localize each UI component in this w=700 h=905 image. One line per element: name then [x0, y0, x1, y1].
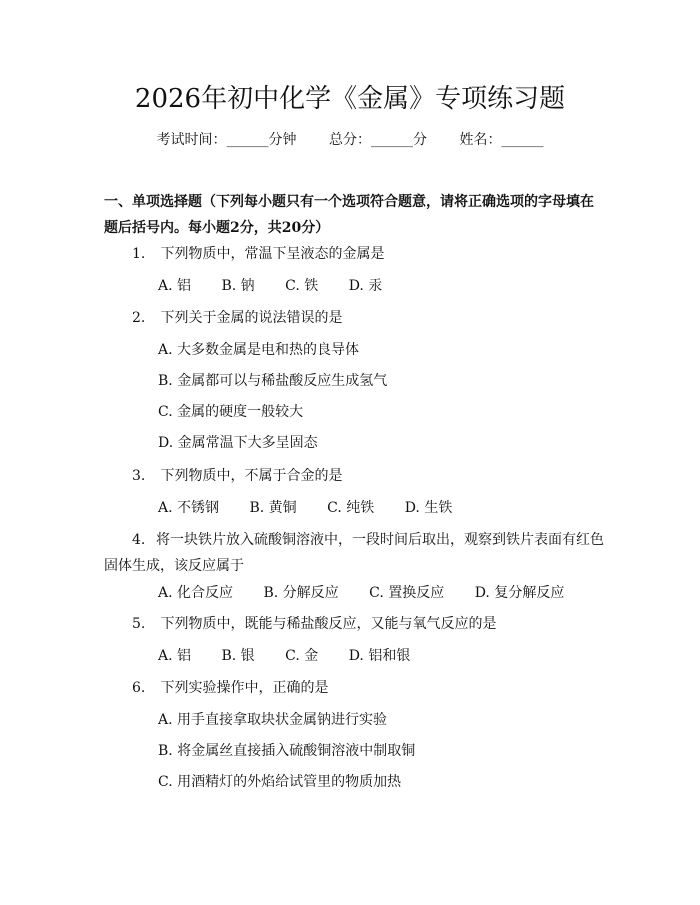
option-a: A. 铝: [158, 648, 192, 664]
question-2: [132, 305, 602, 331]
question-text: 将一块铁片放入硫酸铜溶液中，一段时间后取出，观察到铁片表面有红色固体生成，该反应属于: [104, 532, 604, 574]
option-d: D. 生铁: [404, 500, 453, 516]
option-d: D. 铝和银: [348, 648, 411, 664]
question-3-options: [158, 498, 478, 518]
option-a: A. 铝: [158, 278, 192, 294]
question-5: [132, 611, 602, 637]
question-number: 3.: [132, 468, 146, 484]
option-d: D. 金属常温下大多呈固态: [158, 435, 318, 451]
exam-info: [0, 130, 700, 150]
question-number: 2.: [132, 310, 146, 326]
question-number: 5.: [132, 616, 146, 632]
question-3: [132, 463, 602, 489]
question-6: [132, 675, 602, 701]
question-5-options: [158, 646, 436, 666]
option-b: B. 分解反应: [263, 585, 339, 601]
question-1: [132, 241, 602, 267]
option-c: C. 纯铁: [327, 500, 375, 516]
option-b: B. 黄铜: [249, 500, 297, 516]
option-a: A. 化合反应: [158, 585, 234, 601]
page-title: 2026年初中化学《金属》专项练习题: [134, 84, 566, 114]
question-text: 下列物质中，不属于合金的是: [160, 468, 343, 484]
option-a: A. 大多数金属是电和热的良导体: [158, 342, 360, 358]
question-4-options: [158, 583, 590, 603]
question-text: 下列物质中，常温下呈液态的金属是: [160, 246, 385, 262]
option-b: B. 银: [221, 648, 255, 664]
option-c: C. 铁: [285, 278, 319, 294]
option-d: D. 复分解反应: [474, 585, 565, 601]
question-text: 下列物质中，既能与稀盐酸反应，又能与氧气反应的是: [160, 616, 497, 632]
option-a: A. 不锈钢: [158, 500, 220, 516]
option-c: C. 用酒精灯的外焰给试管里的物质加热: [158, 774, 402, 790]
question-number: 6.: [132, 680, 146, 696]
option-b: B. 钠: [221, 278, 255, 294]
question-text: 下列实验操作中，正确的是: [160, 680, 329, 696]
question-4: [104, 527, 604, 579]
option-b: B. 将金属丝直接插入硫酸铜溶液中制取铜: [158, 743, 416, 759]
question-text: 下列关于金属的说法错误的是: [160, 310, 343, 326]
question-number: 4.: [132, 532, 146, 548]
option-b: B. 金属都可以与稀盐酸反应生成氢气: [158, 373, 388, 389]
question-number: 1.: [132, 246, 146, 262]
option-c: C. 金: [285, 648, 319, 664]
student-name-field: 姓名：______: [459, 132, 544, 148]
section-heading: 一、单项选择题（下列每小题只有一个选项符合题意，请将正确选项的字母填在题后括号内。每小题2分，共20分）: [104, 194, 594, 236]
option-c: C. 置换反应: [369, 585, 445, 601]
option-a: A. 用手直接拿取块状金属钠进行实验: [158, 712, 388, 728]
question-1-options: [158, 276, 408, 296]
exam-time-field: 考试时间：______分钟: [156, 132, 297, 148]
option-d: D. 汞: [348, 278, 383, 294]
option-c: C. 金属的硬度一般较大: [158, 404, 304, 420]
total-score-field: 总分：______分: [329, 132, 427, 148]
